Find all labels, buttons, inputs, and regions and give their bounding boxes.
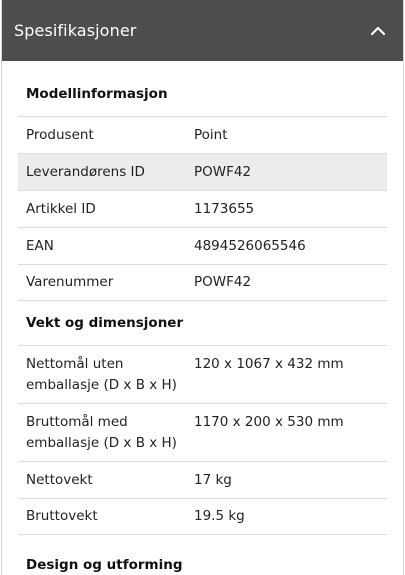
section-title-model-info: Modellinformasjon (26, 85, 168, 102)
spec-label: EAN (26, 237, 54, 254)
specifications-panel (1, 0, 404, 575)
spec-label: Varenummer (26, 274, 114, 290)
spec-label: Nettomål uten emballasje (D x B x H) (26, 356, 177, 393)
spec-value: POWF42 (194, 274, 252, 290)
spec-row-ean (18, 227, 387, 264)
spec-row-gross-weight (18, 498, 387, 535)
spec-label: Produsent (26, 126, 94, 143)
spec-label: Bruttomål med emballasje (D x B x H) (26, 414, 177, 451)
specifications-content (2, 61, 403, 575)
spec-value: POWF42 (194, 163, 252, 180)
spec-label: Leverandørens ID (26, 163, 145, 180)
chevron-up-icon[interactable] (367, 20, 389, 42)
spec-row-net-dimensions (18, 345, 387, 403)
specifications-header[interactable] (2, 0, 403, 61)
spec-row-item-number (18, 264, 387, 301)
spec-value: 17 kg (194, 471, 232, 488)
section-title-design: Design og utforming (26, 557, 183, 573)
specifications-title: Spesifikasjoner (14, 21, 137, 40)
spec-value: 1170 x 200 x 530 mm (194, 414, 344, 430)
spec-value: 4894526065546 (194, 237, 306, 254)
spec-row-article-id (18, 190, 387, 227)
spec-value: 1173655 (194, 200, 255, 217)
spec-label: Nettovekt (26, 471, 93, 488)
spec-row-manufacturer (18, 116, 387, 153)
spec-row-net-weight (18, 461, 387, 498)
spec-value: Point (194, 126, 228, 143)
spec-row-gross-dimensions (18, 403, 387, 461)
section-title-weight-dimensions: Vekt og dimensjoner (26, 315, 184, 331)
spec-row-supplier-id (18, 153, 387, 190)
spec-label: Artikkel ID (26, 200, 96, 217)
spec-value: 120 x 1067 x 432 mm (194, 356, 344, 372)
spec-label: Bruttovekt (26, 508, 98, 524)
spec-value: 19.5 kg (194, 508, 245, 524)
